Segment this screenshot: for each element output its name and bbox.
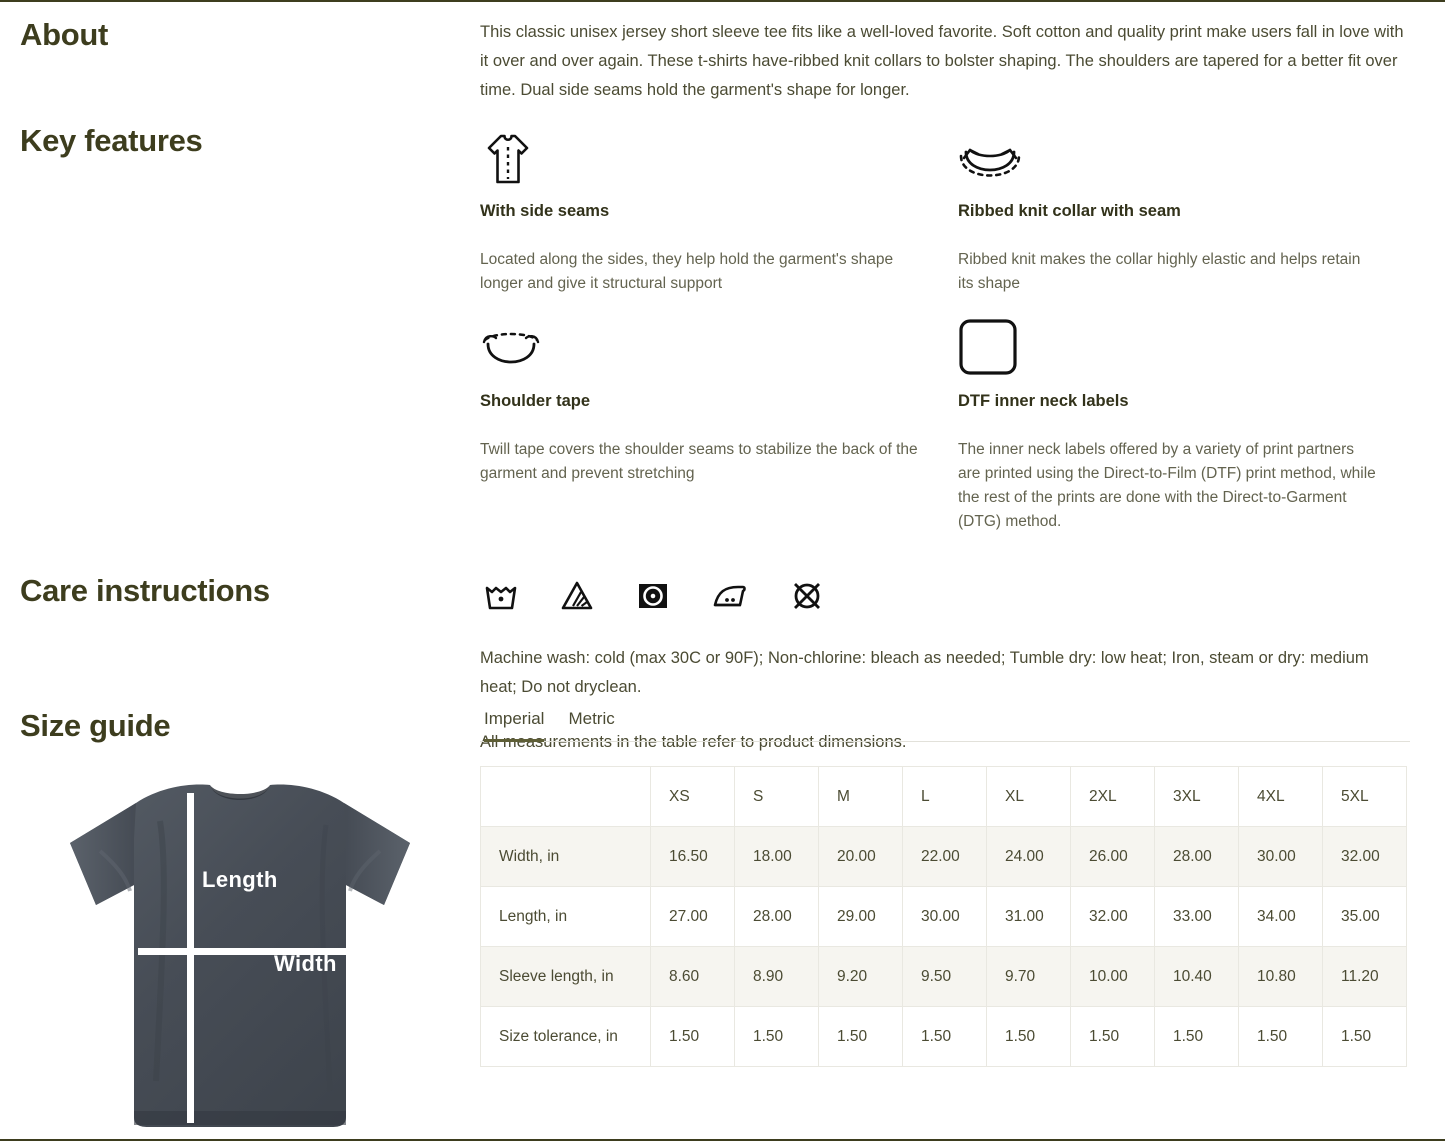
size-guide-body [480, 709, 1410, 1141]
cell: 16.50 [651, 827, 735, 887]
size-guide-heading-col [0, 709, 480, 1141]
cell: 32.00 [1071, 887, 1155, 947]
cell: 1.50 [819, 1007, 903, 1067]
measurements-note: All measurements in the table refer to product dimensions. [480, 733, 907, 751]
feature-description: Twill tape covers the shoulder seams to stabilize the back of the garment and prevent stretching [480, 441, 918, 482]
non-chlorine-bleach-icon [560, 579, 594, 613]
iron-medium-heat-icon [712, 579, 748, 613]
tumble-dry-low-icon [636, 579, 670, 613]
cell: 10.40 [1155, 947, 1239, 1007]
tshirt-photo [40, 781, 440, 1141]
column-header-s: S [735, 767, 819, 827]
cell: 28.00 [1155, 827, 1239, 887]
column-header-xs: XS [651, 767, 735, 827]
feature-dtf-inner-neck-labels [958, 314, 1410, 552]
cell: 30.00 [1239, 827, 1323, 887]
cell: 35.00 [1323, 887, 1407, 947]
cell: 30.00 [903, 887, 987, 947]
table-row [481, 1007, 1407, 1067]
table-row [481, 947, 1407, 1007]
cell: 29.00 [819, 887, 903, 947]
cell: 34.00 [1239, 887, 1323, 947]
cell: 1.50 [1323, 1007, 1407, 1067]
key-features-section [0, 124, 1410, 552]
cell: 10.80 [1239, 947, 1323, 1007]
cell: 27.00 [651, 887, 735, 947]
feature-ribbed-knit-collar [958, 124, 1410, 314]
about-description: This classic unisex jersey short sleeve tee fits like a well-loved favorite. Soft cotton and quality print make users fall in love with it over and over again. These t-shirts have-ribbed knit collars to bolster shaping. The shoulders are tapered for a better fit over time. Dual side seams hold the garment's shape for longer. [480, 23, 1404, 99]
row-label: Sleeve length, in [481, 947, 651, 1007]
length-label: Length [202, 867, 278, 893]
key-features-body [480, 124, 1410, 552]
ribbed-collar-icon [958, 124, 1380, 186]
cell: 32.00 [1323, 827, 1407, 887]
cell: 8.60 [651, 947, 735, 1007]
feature-title: DTF inner neck labels [958, 392, 1129, 410]
table-row [481, 887, 1407, 947]
tab-metric[interactable]: Metric [568, 709, 615, 728]
about-body [480, 18, 1410, 105]
feature-description: Ribbed knit makes the collar highly elastic and helps retain its shape [958, 251, 1361, 292]
feature-with-side-seams [480, 124, 958, 314]
care-instructions-title: Care instructions [20, 573, 270, 608]
feature-title: With side seams [480, 202, 610, 220]
cell: 1.50 [1071, 1007, 1155, 1067]
cell: 1.50 [1155, 1007, 1239, 1067]
key-features-grid [480, 124, 1410, 552]
cell: 10.00 [1071, 947, 1155, 1007]
cell: 9.70 [987, 947, 1071, 1007]
cell: 22.00 [903, 827, 987, 887]
cell: 28.00 [735, 887, 819, 947]
shoulder-tape-icon [480, 314, 928, 376]
cell: 9.50 [903, 947, 987, 1007]
cell: 9.20 [819, 947, 903, 1007]
cell: 1.50 [1239, 1007, 1323, 1067]
column-header-3xl: 3XL [1155, 767, 1239, 827]
size-guide-title: Size guide [20, 708, 171, 743]
size-diagram [40, 781, 440, 1141]
key-features-title: Key features [20, 123, 203, 158]
page-title: About [20, 17, 109, 52]
column-header-4xl: 4XL [1239, 767, 1323, 827]
feature-shoulder-tape [480, 314, 958, 552]
cell: 31.00 [987, 887, 1071, 947]
care-instructions-text: Machine wash: cold (max 30C or 90F); Non-chlorine: bleach as needed; Tumble dry: low heat; Iron, steam or dry: medium heat; Do not dryclean. [480, 649, 1369, 696]
table-corner-cell [481, 767, 651, 827]
about-section [0, 18, 1410, 105]
size-guide-section [0, 709, 1410, 1141]
cell: 1.50 [903, 1007, 987, 1067]
do-not-dryclean-icon [790, 579, 824, 613]
size-table [480, 766, 1407, 1067]
width-label: Width [274, 951, 337, 977]
row-label: Width, in [481, 827, 651, 887]
column-header-xl: XL [987, 767, 1071, 827]
about-heading-col [0, 18, 480, 105]
table-row [481, 827, 1407, 887]
machine-wash-cold-icon [484, 579, 518, 613]
table-header-row [481, 767, 1407, 827]
cell: 33.00 [1155, 887, 1239, 947]
cell: 1.50 [987, 1007, 1071, 1067]
feature-description: Located along the sides, they help hold the garment's shape longer and give it structural support [480, 251, 894, 292]
column-header-5xl: 5XL [1323, 767, 1407, 827]
care-symbols-row [480, 574, 1410, 618]
column-header-l: L [903, 767, 987, 827]
cell: 18.00 [735, 827, 819, 887]
row-label: Length, in [481, 887, 651, 947]
cell: 1.50 [735, 1007, 819, 1067]
row-label: Size tolerance, in [481, 1007, 651, 1067]
cell: 26.00 [1071, 827, 1155, 887]
key-features-heading-col [0, 124, 480, 552]
neck-label-icon [958, 314, 1380, 376]
cell: 8.90 [735, 947, 819, 1007]
unit-tabs [480, 709, 1410, 742]
tab-imperial[interactable]: Imperial [484, 709, 544, 742]
cell: 1.50 [651, 1007, 735, 1067]
length-measure-line [187, 793, 194, 1123]
feature-title: Ribbed knit collar with seam [958, 202, 1181, 220]
cell: 11.20 [1323, 947, 1407, 1007]
feature-description: The inner neck labels offered by a variety of print partners are printed using the Direct-to-Film (DTF) print method, while the rest of the prints are done with the Direct-to-Garment (DTG) method. [958, 441, 1376, 530]
column-header-2xl: 2XL [1071, 767, 1155, 827]
tshirt-side-seam-icon [480, 124, 928, 186]
feature-title: Shoulder tape [480, 392, 591, 410]
cell: 24.00 [987, 827, 1071, 887]
cell: 20.00 [819, 827, 903, 887]
column-header-m: M [819, 767, 903, 827]
